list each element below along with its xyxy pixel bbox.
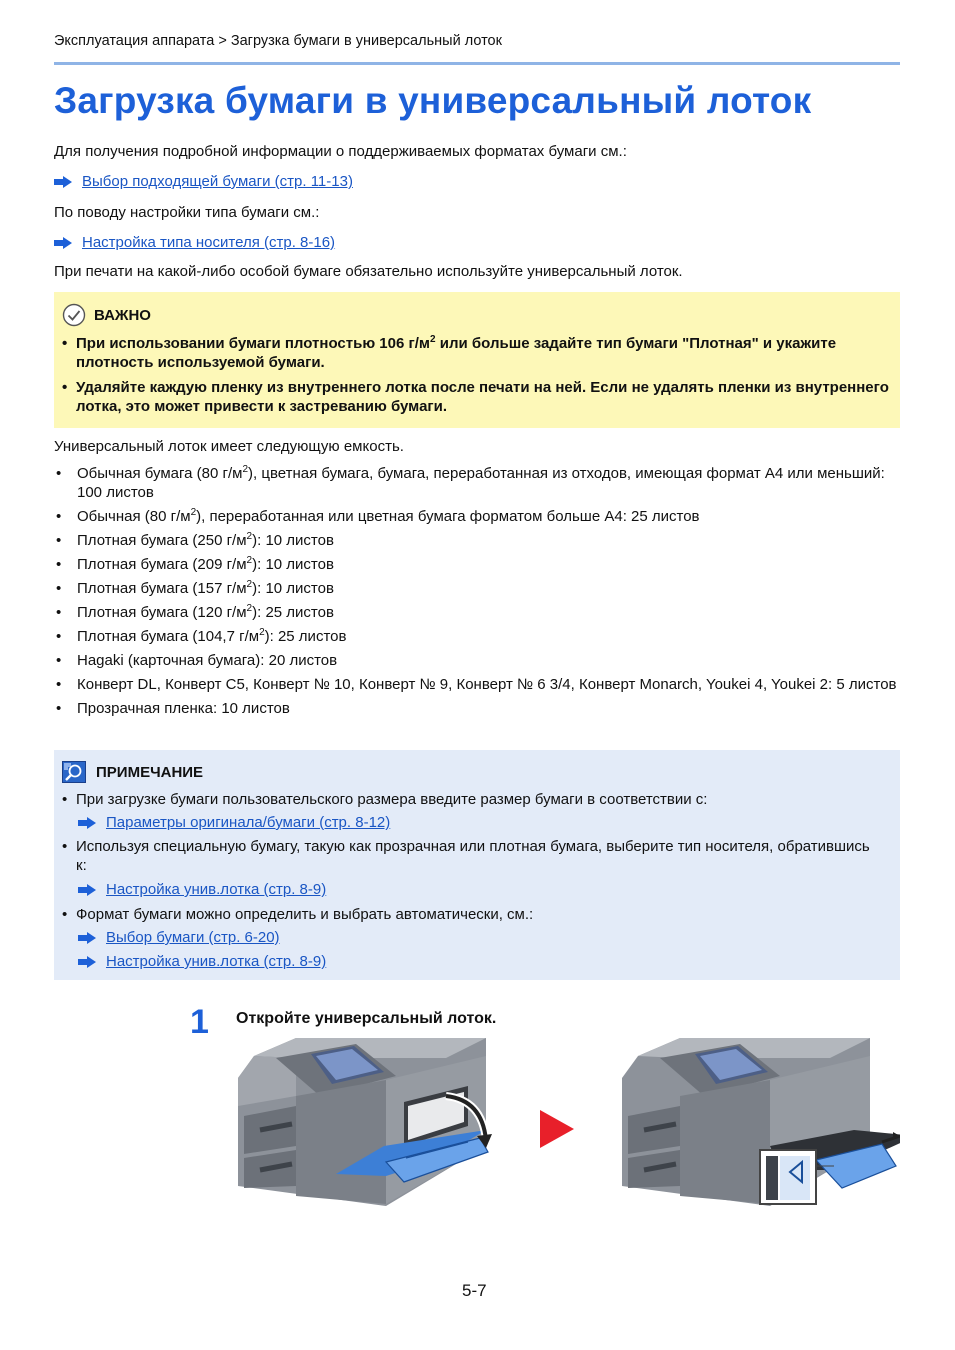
reference-link-row — [54, 234, 335, 251]
list-item: • Hagaki (карточная бумага): 20 листов — [54, 651, 900, 670]
intro-paragraph-2: По поводу настройки типа бумаги см.: — [54, 204, 320, 221]
important-list — [62, 334, 892, 422]
link-mp-tray-settings-2[interactable]: Настройка унив.лотка (стр. 8-9) — [106, 953, 327, 970]
link-media-type[interactable]: Настройка типа носителя (стр. 8-16) — [82, 234, 336, 251]
link-arrow-icon — [78, 884, 96, 896]
link-paper-selection[interactable]: Выбор подходящей бумаги (стр. 11-13) — [82, 173, 353, 190]
breadcrumb: Эксплуатация аппарата > Загрузка бумаги в универсальный лоток — [54, 33, 502, 49]
list-item: • Плотная бумага (120 $г/м^2$): 25 листов — [54, 603, 900, 622]
header-rule — [54, 62, 900, 65]
list-item: • Прозрачная пленка: 10 листов — [54, 699, 900, 718]
page-number: 5-7 — [462, 1281, 487, 1300]
step-instruction: Откройте универсальный лоток. — [236, 1010, 497, 1027]
list-item: • Плотная бумага (104,7 $г/м^2$): 25 листов — [54, 627, 900, 646]
list-item: • Плотная бумага (250 $г/м^2$): 10 листов — [54, 531, 900, 550]
link-mp-tray-settings[interactable]: Настройка унив.лотка (стр. 8-9) — [106, 881, 327, 898]
important-label: ВАЖНО — [94, 306, 151, 324]
check-circle-icon — [62, 303, 86, 327]
list-item: • Обычная (80 $г/м^2$), переработанная или цветная бумага форматом больше A4: 25 листов — [54, 507, 900, 526]
step-next-arrow-icon — [540, 1110, 574, 1148]
reference-link-row — [54, 173, 353, 190]
note-item: • Используя специальную бумагу, такую как прозрачная или плотная бумага, выберите тип носителя, обратившись к: — [62, 838, 870, 874]
link-original-paper-settings[interactable]: Параметры оригинала/бумаги (стр. 8-12) — [106, 814, 391, 831]
link-arrow-icon — [54, 176, 72, 188]
important-item: • Удаляйте каждую пленку из внутреннего лотка после печати на ней. Если не удалять пленки из внутреннего лотка, это может привести к застреванию бумаги. — [62, 378, 892, 416]
reference-link-row — [78, 953, 326, 970]
list-item: • Плотная бумага (209 $г/м^2$): 10 листов — [54, 555, 900, 574]
link-arrow-icon — [78, 932, 96, 944]
intro-paragraph-1: Для получения подробной информации о поддерживаемых форматах бумаги см.: — [54, 143, 627, 160]
step-number: 1 — [190, 1003, 209, 1041]
note-heading — [62, 761, 203, 783]
reference-link-row — [78, 814, 390, 831]
note-label: ПРИМЕЧАНИЕ — [96, 763, 204, 781]
link-paper-selection-6-20[interactable]: Выбор бумаги (стр. 6-20) — [106, 929, 280, 946]
reference-link-row — [78, 929, 280, 946]
intro-paragraph-3: При печати на какой-либо особой бумаге обязательно используйте универсальный лоток. — [54, 263, 683, 280]
link-arrow-icon — [54, 237, 72, 249]
link-arrow-icon — [78, 956, 96, 968]
link-arrow-icon — [78, 817, 96, 829]
list-item: • Конверт DL, Конверт C5, Конверт № 10, Конверт № 9, Конверт № 6 3/4, Конверт Monarch, Youkei 4, Youkei 2: 5 листов — [54, 675, 900, 694]
note-item: • Формат бумаги можно определить и выбрать автоматически, см.: — [62, 906, 534, 923]
printer-extended-tray-illustration — [620, 1036, 900, 1208]
note-item: • При загрузке бумаги пользовательского размера введите размер бумаги в соответствии с: — [62, 791, 708, 808]
page-title: Загрузка бумаги в универсальный лоток — [54, 80, 812, 121]
list-item: • Плотная бумага (157 $г/м^2$): 10 листов — [54, 579, 900, 598]
list-item: • Обычная бумага (80 $г/м^2$), цветная бумага, бумага, переработанная из отходов, имеющая формат A4 или меньший: 100 листов — [54, 464, 900, 502]
note-box — [54, 750, 900, 980]
capacity-intro: Универсальный лоток имеет следующую емкость. — [54, 438, 404, 455]
reference-link-row — [78, 881, 326, 898]
note-magnifier-icon — [62, 761, 86, 783]
capacity-list — [54, 464, 900, 723]
printer-open-tray-illustration — [236, 1036, 492, 1216]
important-item: • При использовании бумаги плотностью 106 $г/м^2$ или больше задайте тип бумаги "Плотная" и укажите плотность используемой бумаги. — [62, 334, 892, 372]
important-box — [54, 292, 900, 428]
important-heading — [62, 303, 151, 327]
